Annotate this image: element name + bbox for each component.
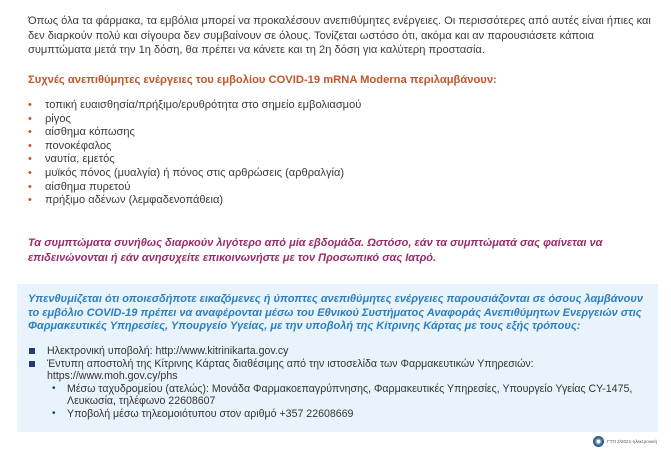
list-item: • Υποβολή μέσω τηλεομοιότυπου στον αριθμό +357 22608669 — [52, 407, 354, 420]
reporting-reminder: Υπενθυμίζεται ότι οποιεσδήποτε εικαζόμενες ή ύποπτες ανεπιθύμητες ενέργειες παρουσιάζονται σε όσους λαμβάνουν το εμβόλιο COVID-19 πρέπει να αναφέρονται μέσω του Εθνικού Συστήματος Αναφοράς Ανεπιθύμητων Ενεργειών στις Φαρμακευτικές Υπηρεσίες, Υπουργείο Υγείας, με την υποβολή της Κίτρινης Κάρτας με τους εξής τρόπους: — [28, 293, 644, 332]
bullet-icon: • — [28, 126, 32, 139]
list-item: • πονοκέφαλος — [28, 139, 112, 152]
method-print — [28, 358, 652, 421]
bullet-icon: • — [28, 180, 32, 193]
list-item: • μυϊκός πόνος (μυαλγία) ή πόνος στις αρθρώσεις (αρθραλγία) — [28, 166, 345, 179]
square-bullet-icon — [29, 348, 35, 354]
bullet-icon: • — [28, 99, 32, 111]
footer — [593, 435, 657, 447]
list-item: • ρίγος — [28, 112, 71, 125]
bullet-icon: • — [28, 139, 32, 152]
list-item: • ναυτία, εμετός — [28, 153, 115, 166]
bullet-icon: • — [28, 194, 32, 207]
list-item: • τοπική ευαισθησία/πρήξιμο/ερυθρότητα στο σημείο εμβολιασμού — [28, 99, 362, 111]
bullet-icon: • — [52, 407, 56, 419]
bullet-icon: • — [28, 166, 32, 179]
method-electronic — [28, 345, 652, 358]
duration-note: Τα συμπτώματα συνήθως διαρκούν λιγότερο από μία εβδομάδα. Ωστόσο, εάν τα συμπτώματά σας φαίνεται να επιδεινώνονται ή εάν ανησυχείτε επικοινωνήστε με τον Προσωπικό σας Ιατρό. — [28, 237, 603, 264]
print-submethods-list — [47, 383, 652, 421]
square-bullet-icon — [29, 361, 35, 367]
reporting-methods-list — [28, 345, 652, 421]
side-effects-list — [28, 99, 361, 208]
bullet-icon: • — [28, 112, 32, 125]
intro-paragraph: Όπως όλα τα φάρμακα, τα εμβόλια μπορεί να προκαλέσουν ανεπιθύμητες ενέργειες. Οι περισσότερες από αυτές είναι ήπιες και δεν διαρκούν πολύ και σίγουρα δεν συμβαίνουν σε όλους. Τονίζεται ωστόσο ότι, ακόμα και αν παρουσιάσετε κάποια συμπτώματα μετά την 1η δόση, θα πρέπει να κάνετε και τη 2η δόση για καλύτερη προστασία. — [28, 15, 651, 56]
list-item: • πρήξιμο αδένων (λεμφαδενοπάθεια) — [28, 194, 224, 207]
list-item: • αίσθημα πυρετού — [28, 180, 131, 193]
list-item: • αίσθημα κόπωσης — [28, 126, 135, 139]
side-effects-heading: Συχνές ανεπιθύμητες ενέργειες του εμβολίου COVID-19 mRNA Moderna περιλαμβάνουν: — [28, 74, 497, 86]
method-print-text[interactable]: Έντυπη αποστολή της Κίτρινης Κάρτας διαθέσιμης από την ιστοσελίδα των Φαρμακευτικών Υπηρεσιών: https://www.moh.gov.cy/phs — [47, 357, 534, 383]
list-item: • Μέσω ταχυδρομείου (ατελώς): Μονάδα Φαρμακοεπαγρύπνησης, Φαρμακευτικές Υπηρεσίες, Υπουργείο Υγείας CY-1475, Λευκωσία, τηλέφωνο 22608607 — [52, 382, 633, 408]
ministry-logo-icon — [593, 436, 604, 447]
bullet-icon: • — [28, 153, 32, 166]
bullet-icon: • — [52, 382, 56, 394]
footer-code: ΓΤΠ 2/2021-ηλεκτρονική — [607, 438, 657, 444]
method-electronic-text[interactable]: Ηλεκτρονική υποβολή: http://www.kitrinikarta.gov.cy — [47, 345, 289, 357]
